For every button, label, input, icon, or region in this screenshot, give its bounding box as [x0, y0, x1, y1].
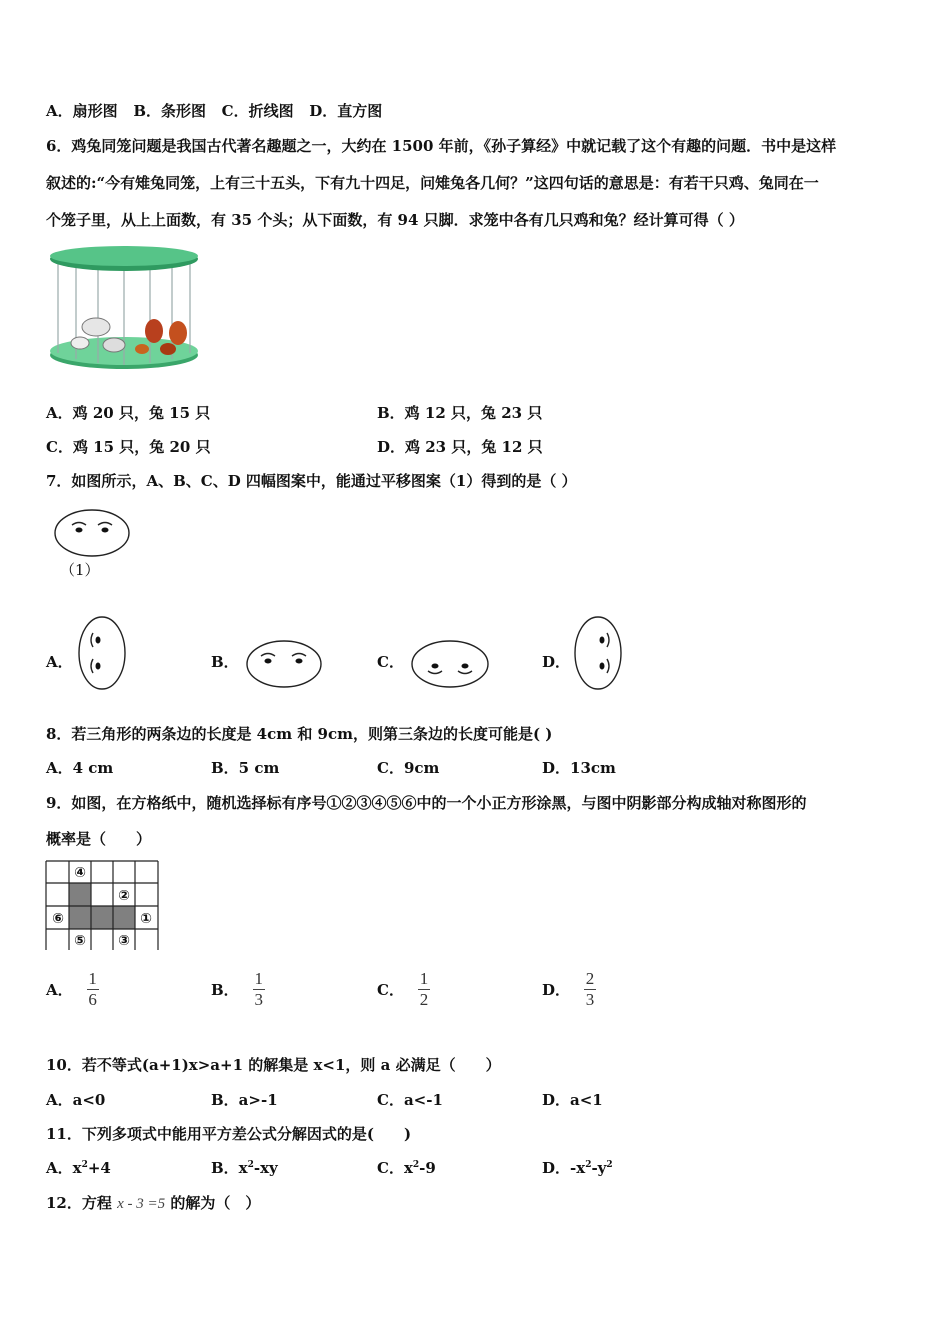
q11-option-c-pre: C．x — [377, 1159, 413, 1177]
fraction-1-2 — [418, 970, 430, 1009]
q11-option-b — [211, 1158, 278, 1178]
q9-text-line1: 9．如图，在方格纸中，随机选择标有序号①②③④⑤⑥中的一个小正方形涂黑，与图中阴影部分构成轴对称图形的 — [46, 794, 807, 812]
q12-text-line1 — [46, 1193, 260, 1214]
q5-option-b: B．条形图 — [133, 102, 206, 120]
grid-label-1: ① — [140, 911, 152, 927]
q10-option-a: A．a<0 — [46, 1091, 106, 1109]
q11-option-a-post: +4 — [87, 1159, 111, 1177]
q6-option-a: A．鸡 20 只，兔 15 只 — [46, 404, 211, 422]
q6-option-c: C．鸡 15 只，兔 20 只 — [46, 438, 211, 456]
q11-text-line1: 11．下列多项式中能用平方差公式分解因式的是( ) — [46, 1125, 412, 1143]
face-option-d — [572, 614, 624, 692]
superscript-2: 2 — [247, 1160, 254, 1170]
q11-option-a — [46, 1158, 111, 1178]
q8-text-line1: 8．若三角形的两条边的长度是 4cm 和 9cm，则第三条边的长度可能是( ) — [46, 725, 553, 743]
q11-option-c — [377, 1158, 436, 1178]
q9-option-a — [46, 970, 99, 1009]
grid-label-3: ③ — [118, 933, 130, 949]
fraction-2-3 — [584, 970, 596, 1009]
grid-figure — [45, 860, 161, 952]
q11-option-a-pre: A．x — [46, 1159, 82, 1177]
q11-option-c-post: -9 — [419, 1159, 436, 1177]
q9-text-line2: 概率是（ ） — [46, 830, 152, 848]
q6-text-line1: 6．鸡兔同笼问题是我国古代著名趣题之一，大约在 1500 年前，《孙子算经》中就记载了这个有趣的问题．书中是这样 — [46, 137, 837, 155]
q11-option-b-pre: B．x — [211, 1159, 248, 1177]
grid-label-5: ⑤ — [74, 933, 86, 949]
q9-option-d-label: D． — [542, 981, 571, 999]
q9-option-c-label: C． — [377, 981, 404, 999]
q10-option-c: C．a<-1 — [377, 1091, 443, 1109]
q5-options — [46, 101, 382, 121]
superscript-2: 2 — [606, 1160, 613, 1170]
grid-label-4: ④ — [74, 865, 86, 881]
q8-option-d: D．13cm — [542, 759, 616, 777]
q8-option-c: C．9cm — [377, 759, 440, 777]
fraction-numerator: 1 — [419, 969, 429, 988]
q7-option-d: D． — [542, 653, 571, 671]
q5-option-d: D．直方图 — [309, 102, 383, 120]
q9-option-c — [377, 970, 430, 1009]
q6-text-line3: 个笼子里，从上上面数，有 35 个头；从下面数，有 94 只脚．求笼中各有几只鸡和兔？经计算可得（ ） — [46, 211, 744, 229]
face-figure-1 — [52, 508, 132, 558]
q8-option-a: A．4 cm — [46, 759, 114, 777]
q9-option-d — [542, 970, 596, 1009]
q9-option-a-label: A． — [46, 981, 73, 999]
fraction-1-3 — [253, 970, 265, 1009]
grid-label-2: ② — [118, 888, 130, 904]
q10-option-b: B．a>-1 — [211, 1091, 278, 1109]
face-option-b — [244, 638, 324, 690]
q12-prefix: 12．方程 — [46, 1194, 112, 1212]
q11-option-d — [542, 1158, 613, 1178]
q9-option-b — [211, 970, 265, 1009]
fraction-denominator: 6 — [88, 990, 97, 1009]
fraction-numerator: 1 — [254, 969, 263, 988]
fraction-denominator: 3 — [254, 990, 263, 1009]
q11-option-d-pre: D．-x — [542, 1159, 586, 1177]
q10-text-line1: 10．若不等式(a+1)x>a+1 的解集是 x<1，则 a 必满足（ ） — [46, 1056, 501, 1074]
q7-option-c: C． — [377, 653, 404, 671]
fraction-denominator: 2 — [419, 990, 429, 1009]
q7-option-a: A． — [46, 653, 73, 671]
superscript-2: 2 — [412, 1160, 420, 1170]
q12-equation: x - 3 =5 — [117, 1196, 166, 1212]
q11-option-b-post: -xy — [253, 1159, 278, 1177]
q9-option-b-label: B． — [211, 981, 239, 999]
q6-option-d: D．鸡 23 只，兔 12 只 — [377, 438, 543, 456]
q5-option-a: A．扇形图 — [46, 102, 118, 120]
chicken-rabbit-cage-image — [46, 245, 202, 375]
q8-option-b: B．5 cm — [211, 759, 280, 777]
face-option-c — [409, 638, 491, 690]
q5-option-c: C．折线图 — [221, 102, 294, 120]
q7-option-b: B． — [211, 653, 239, 671]
figure-1-label: （1） — [60, 561, 100, 579]
q7-text-line1: 7．如图所示，A、B、C、D 四幅图案中，能通过平移图案（1）得到的是（ ） — [46, 472, 577, 490]
superscript-2: 2 — [585, 1160, 592, 1170]
fraction-1-6 — [87, 970, 99, 1009]
q6-option-b: B．鸡 12 只，兔 23 只 — [377, 404, 543, 422]
grid-label-6: ⑥ — [52, 911, 64, 927]
fraction-numerator: 1 — [88, 969, 97, 988]
q12-suffix: 的解为（ ） — [170, 1194, 261, 1212]
q11-option-d-mid: -y — [591, 1159, 607, 1177]
fraction-denominator: 3 — [585, 990, 595, 1009]
q6-text-line2: 叙述的:“今有雉兔同笼，上有三十五头，下有九十四足，问雉兔各几何？”这四句话的意思是：有若干只鸡、兔同在一 — [46, 174, 819, 192]
q10-option-d: D．a<1 — [542, 1091, 603, 1109]
superscript-2: 2 — [81, 1160, 88, 1170]
face-option-a — [76, 614, 128, 692]
fraction-numerator: 2 — [585, 969, 595, 988]
